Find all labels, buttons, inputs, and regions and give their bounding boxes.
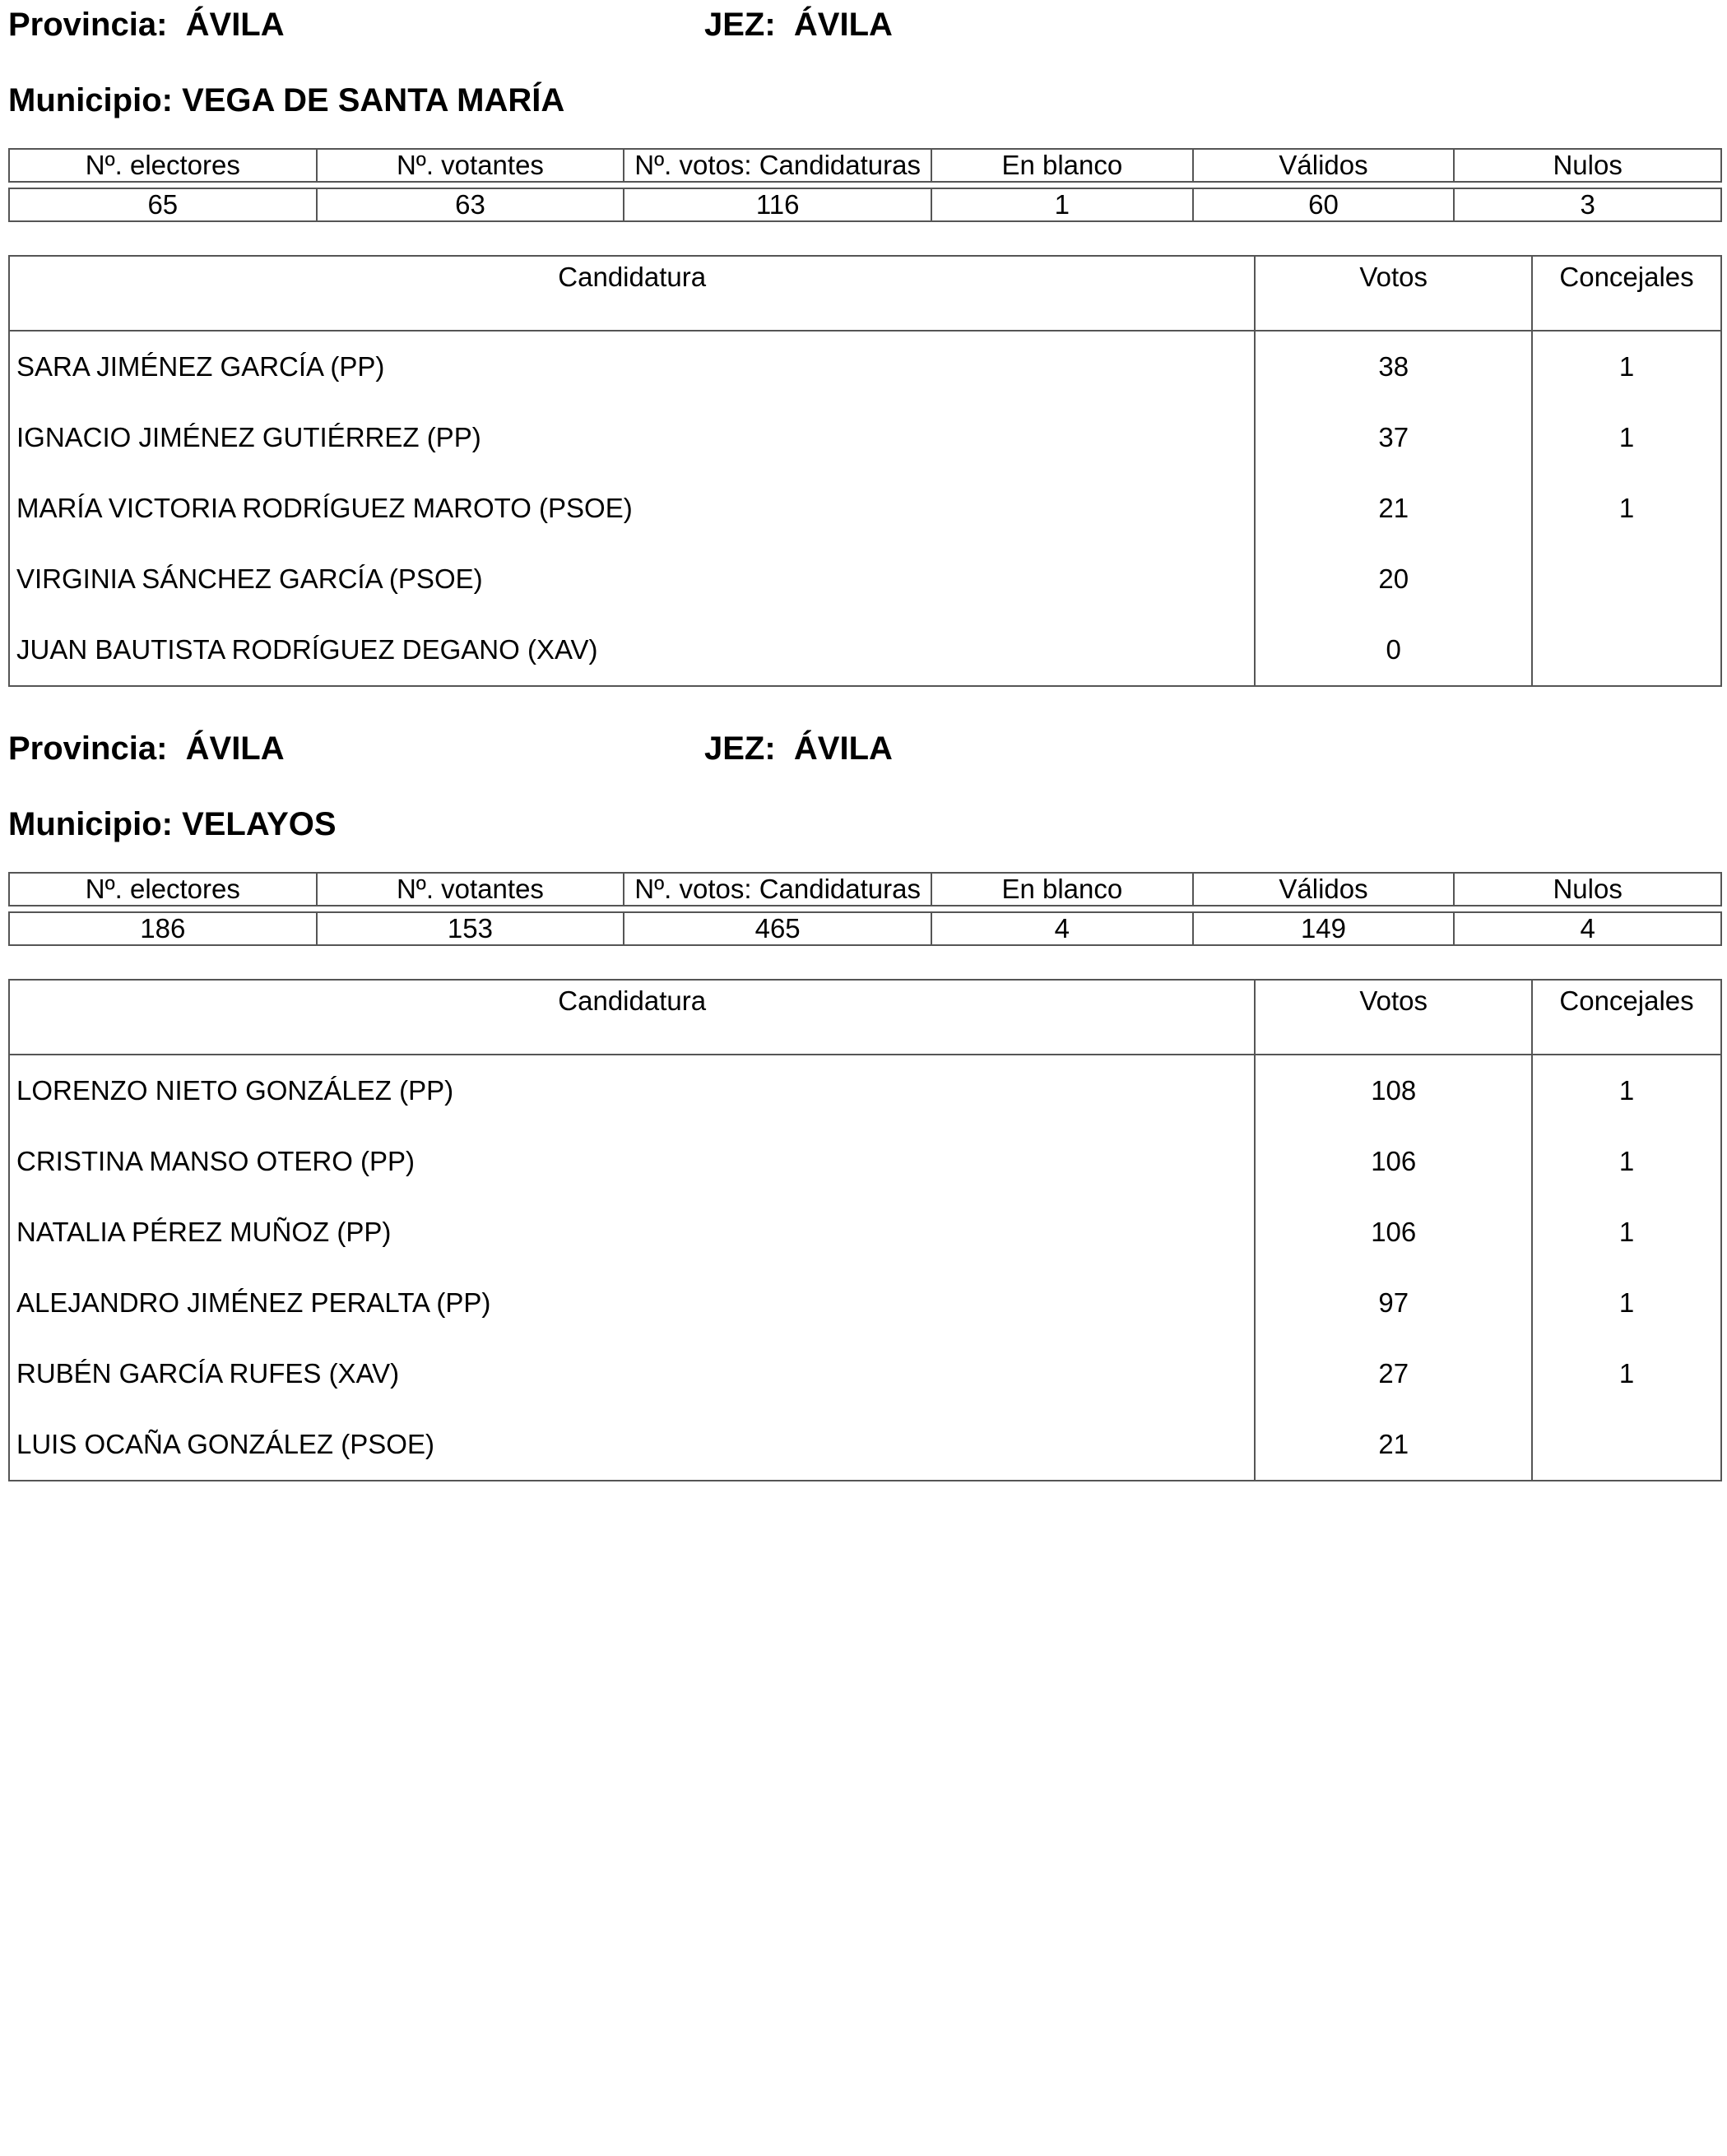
stats-header-row xyxy=(9,873,1721,906)
candidate-concejales xyxy=(1532,1409,1721,1481)
candidate-votos: 21 xyxy=(1255,1409,1532,1481)
stats-value-cell: 65 xyxy=(9,188,317,221)
jez-label: JEZ: ÁVILA xyxy=(704,730,893,767)
votos-header: Votos xyxy=(1255,980,1532,1055)
candidate-concejales: 1 xyxy=(1532,1338,1721,1409)
candidatos-table xyxy=(8,979,1722,1481)
stats-value-cell: 63 xyxy=(317,188,624,221)
stats-header-cell: Nº. votos: Candidaturas xyxy=(624,873,931,906)
table-row xyxy=(9,1409,1721,1481)
candidate-concejales: 1 xyxy=(1532,402,1721,473)
provincia-label: Provincia: ÁVILA xyxy=(8,730,285,767)
stats-header-cell: Válidos xyxy=(1193,873,1455,906)
candidate-name: NATALIA PÉREZ MUÑOZ (PP) xyxy=(16,1217,392,1247)
municipio-title: Municipio: VELAYOS xyxy=(8,806,337,842)
stats-value-cell: 60 xyxy=(1193,188,1455,221)
table-row xyxy=(9,1197,1721,1268)
header-line xyxy=(8,0,1722,49)
candidate-concejales: 1 xyxy=(1532,1268,1721,1338)
candidate-name: RUBÉN GARCÍA RUFES (XAV) xyxy=(16,1358,400,1389)
table-row xyxy=(9,331,1721,402)
stats-header-cell: Nº. electores xyxy=(9,873,317,906)
candidate-concejales: 1 xyxy=(1532,473,1721,544)
candidatura-header: Candidatura xyxy=(9,980,1255,1055)
table-row xyxy=(9,1055,1721,1126)
candidate-votos: 37 xyxy=(1255,402,1532,473)
stats-value-cell: 186 xyxy=(9,912,317,945)
votos-header: Votos xyxy=(1255,256,1532,331)
stats-header-cell: Nulos xyxy=(1454,873,1721,906)
stats-value-cell: 1 xyxy=(931,188,1193,221)
stats-value-cell: 149 xyxy=(1193,912,1455,945)
candidatos-header-row xyxy=(9,980,1721,1055)
candidate-concejales xyxy=(1532,544,1721,614)
stats-value-row xyxy=(9,912,1721,945)
candidate-votos: 108 xyxy=(1255,1055,1532,1126)
candidate-concejales: 1 xyxy=(1532,1126,1721,1197)
candidate-concejales: 1 xyxy=(1532,1055,1721,1126)
candidate-name: MARÍA VICTORIA RODRÍGUEZ MAROTO (PSOE) xyxy=(16,493,633,523)
candidate-name: SARA JIMÉNEZ GARCÍA (PP) xyxy=(16,351,385,382)
stats-header-cell: Válidos xyxy=(1193,149,1455,182)
stats-header-cell: Nº. electores xyxy=(9,149,317,182)
candidate-votos: 0 xyxy=(1255,614,1532,686)
table-row xyxy=(9,614,1721,686)
candidatos-header-row xyxy=(9,256,1721,331)
table-row xyxy=(9,1268,1721,1338)
stats-value-row xyxy=(9,188,1721,221)
stats-table xyxy=(8,872,1722,946)
stats-header-row xyxy=(9,149,1721,182)
candidate-name: IGNACIO JIMÉNEZ GUTIÉRREZ (PP) xyxy=(16,422,481,452)
candidate-votos: 27 xyxy=(1255,1338,1532,1409)
candidate-votos: 38 xyxy=(1255,331,1532,402)
candidate-votos: 106 xyxy=(1255,1126,1532,1197)
stats-header-cell: Nulos xyxy=(1454,149,1721,182)
candidate-name: VIRGINIA SÁNCHEZ GARCÍA (PSOE) xyxy=(16,563,483,594)
candidate-concejales: 1 xyxy=(1532,331,1721,402)
header-line xyxy=(8,724,1722,773)
stats-header-cell: En blanco xyxy=(931,873,1193,906)
candidate-concejales: 1 xyxy=(1532,1197,1721,1268)
stats-value-cell: 153 xyxy=(317,912,624,945)
candidate-name: CRISTINA MANSO OTERO (PP) xyxy=(16,1146,416,1176)
candidatura-header: Candidatura xyxy=(9,256,1255,331)
municipio-section-velayos xyxy=(8,724,1722,1459)
stats-value-cell: 465 xyxy=(624,912,931,945)
stats-header-cell: Nº. votantes xyxy=(317,149,624,182)
concejales-header: Concejales xyxy=(1532,980,1721,1055)
stats-header-cell: En blanco xyxy=(931,149,1193,182)
stats-header-cell: Nº. votantes xyxy=(317,873,624,906)
stats-value-cell: 4 xyxy=(1454,912,1721,945)
candidatos-table xyxy=(8,255,1722,687)
municipio-title: Municipio: VEGA DE SANTA MARÍA xyxy=(8,82,565,118)
stats-value-cell: 3 xyxy=(1454,188,1721,221)
candidate-votos: 20 xyxy=(1255,544,1532,614)
candidate-name: ALEJANDRO JIMÉNEZ PERALTA (PP) xyxy=(16,1287,491,1318)
table-row xyxy=(9,1126,1721,1197)
candidate-name: JUAN BAUTISTA RODRÍGUEZ DEGANO (XAV) xyxy=(16,634,598,665)
stats-table xyxy=(8,148,1722,222)
table-row xyxy=(9,1338,1721,1409)
provincia-label: Provincia: ÁVILA xyxy=(8,7,285,43)
municipio-section-vega xyxy=(8,0,1722,665)
concejales-header: Concejales xyxy=(1532,256,1721,331)
candidate-concejales xyxy=(1532,614,1721,686)
candidate-votos: 97 xyxy=(1255,1268,1532,1338)
table-row xyxy=(9,473,1721,544)
candidate-votos: 21 xyxy=(1255,473,1532,544)
stats-header-cell: Nº. votos: Candidaturas xyxy=(624,149,931,182)
stats-value-cell: 116 xyxy=(624,188,931,221)
jez-label: JEZ: ÁVILA xyxy=(704,7,893,43)
stats-value-cell: 4 xyxy=(931,912,1193,945)
candidate-name: LORENZO NIETO GONZÁLEZ (PP) xyxy=(16,1075,454,1106)
candidate-votos: 106 xyxy=(1255,1197,1532,1268)
table-row xyxy=(9,402,1721,473)
table-row xyxy=(9,544,1721,614)
candidate-name: LUIS OCAÑA GONZÁLEZ (PSOE) xyxy=(16,1429,434,1459)
